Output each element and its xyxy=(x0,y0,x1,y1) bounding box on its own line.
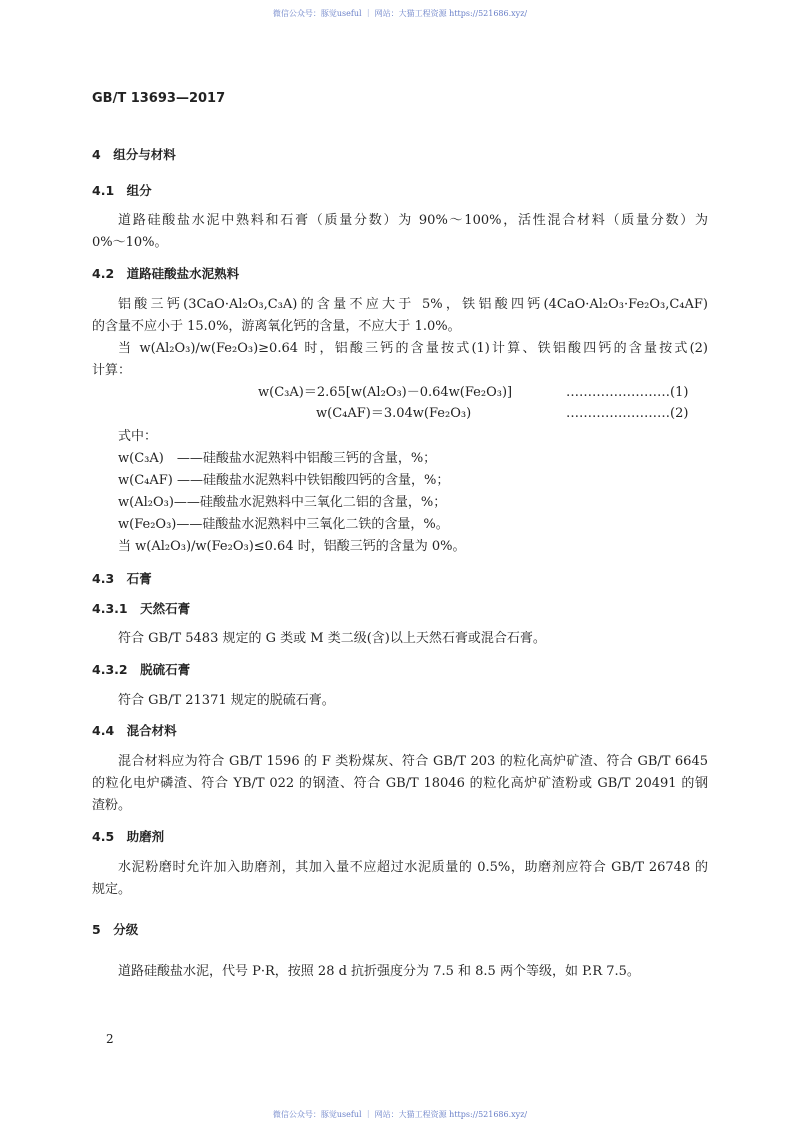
section-4-2-heading: 4.2 道路硅酸盐水泥熟料 xyxy=(92,266,240,281)
paragraph: 当 w(Al₂O₃)/w(Fe₂O₃)≥0.64 时，铝酸三钙的含量按式(1)计算、铁铝酸四钙的含量按式(2) xyxy=(118,341,708,356)
definition: w(C₃A) ——硅酸盐水泥熟料中铝酸三钙的含量，%； xyxy=(118,451,437,466)
section-5-heading: 5 分级 xyxy=(92,922,139,937)
section-4-3-heading: 4.3 石膏 xyxy=(92,571,152,586)
section-4-3-1-heading: 4.3.1 天然石膏 xyxy=(92,601,191,616)
paragraph: 符合 GB/T 21371 规定的脱硫石膏。 xyxy=(118,693,335,708)
equation-2-number: ……………………(2) xyxy=(566,406,689,421)
paragraph: 规定。 xyxy=(92,882,132,897)
paragraph: 的粒化电炉磷渣、符合 YB/T 022 的钢渣、符合 GB/T 18046 的粒化高炉矿渣粉或 GB/T 20491 的钢 xyxy=(92,776,708,791)
paragraph: 道路硅酸盐水泥，代号 P·R，按照 28 d 抗折强度分为 7.5 和 8.5 两个等级，如 P.R 7.5。 xyxy=(118,964,640,979)
section-4-5-heading: 4.5 助磨剂 xyxy=(92,829,165,844)
document-header: GB/T 13693—2017 xyxy=(92,91,226,106)
equation-1: w(C₃A)＝2.65[w(Al₂O₃)－0.64w(Fe₂O₃)] xyxy=(258,385,513,400)
page-number: 2 xyxy=(106,1032,114,1046)
paragraph: 道路硅酸盐水泥中熟料和石膏（质量分数）为 90%～100%，活性混合材料（质量分数）为 xyxy=(118,213,708,228)
definition: w(Fe₂O₃)——硅酸盐水泥熟料中三氧化二铁的含量，%。 xyxy=(118,517,449,532)
section-4-3-2-heading: 4.3.2 脱硫石膏 xyxy=(92,662,191,677)
equation-1-number: ……………………(1) xyxy=(566,385,689,400)
paragraph: 铝酸三钙(3CaO·Al₂O₃,C₃A)的含量不应大于 5%，铁铝酸四钙(4CaO·Al₂O₃·Fe₂O₃,C₄AF) xyxy=(118,297,708,312)
paragraph: 的含量不应小于 15.0%，游离氧化钙的含量，不应大于 1.0%。 xyxy=(92,319,461,334)
paragraph: 渣粉。 xyxy=(92,798,132,813)
watermark-bottom: 微信公众号：豚觉useful ｜ 网站：大猫工程资源 https://521686.xyz/ xyxy=(272,1110,528,1119)
where-label: 式中： xyxy=(118,429,158,444)
paragraph: 水泥粉磨时允许加入助磨剂，其加入量不应超过水泥质量的 0.5%，助磨剂应符合 GB/T 26748 的 xyxy=(118,860,708,875)
section-4-1-heading: 4.1 组分 xyxy=(92,183,152,198)
paragraph: 混合材料应为符合 GB/T 1596 的 F 类粉煤灰、符合 GB/T 203 的粒化高炉矿渣、符合 GB/T 6645 xyxy=(118,754,708,769)
paragraph: 计算： xyxy=(92,363,132,378)
definition: w(C₄AF) ——硅酸盐水泥熟料中铁铝酸四钙的含量，%； xyxy=(118,473,450,488)
watermark-top: 微信公众号：豚觉useful ｜ 网站：大猫工程资源 https://521686.xyz/ xyxy=(272,9,528,18)
paragraph: 0%～10%。 xyxy=(92,235,168,250)
section-4-heading: 4 组分与材料 xyxy=(92,147,176,162)
equation-2: w(C₄AF)＝3.04w(Fe₂O₃) xyxy=(316,406,472,421)
paragraph: 符合 GB/T 5483 规定的 G 类或 M 类二级(含)以上天然石膏或混合石膏。 xyxy=(118,631,546,646)
definition: w(Al₂O₃)——硅酸盐水泥熟料中三氧化二铝的含量，%； xyxy=(118,495,447,510)
section-4-4-heading: 4.4 混合材料 xyxy=(92,723,177,738)
paragraph: 当 w(Al₂O₃)/w(Fe₂O₃)≤0.64 时，铝酸三钙的含量为 0%。 xyxy=(118,539,466,554)
